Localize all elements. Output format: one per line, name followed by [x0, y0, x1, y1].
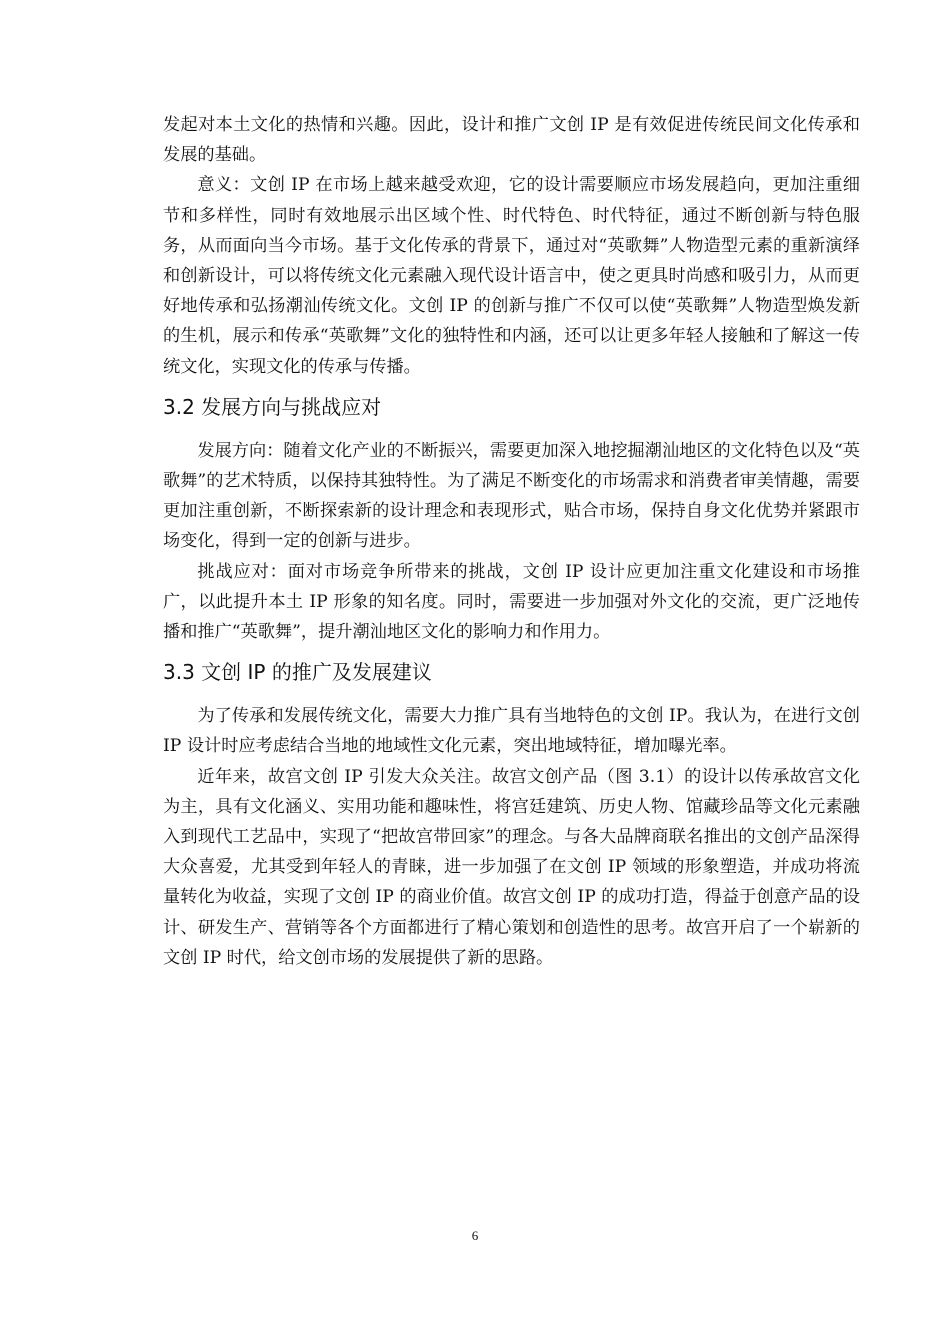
page-number: 6 — [471, 1228, 479, 1243]
paragraph-promotion: 为了传承和发展传统文化，需要大力推广具有当地特色的文创 IP。我认为，在进行文创 IP 设计时应考虑结合当地的地域性文化元素，突出地域特征，增加曝光率。 — [163, 706, 860, 757]
section-heading-3-2: 3.2 发展方向与挑战应对 — [163, 394, 382, 419]
paragraph-palace-museum: 近年来，故宫文创 IP 引发大众关注。故宫文创产品（图 3.1）的设计以传承故宫文化为主，具有文化涵义、实用功能和趣味性，将宫廷建筑、历史人物、馆藏珍品等文化元素融入到现代工艺品中，实现了“把故宫带回家”的理念。与各大品牌商联名推出的文创产品深得大众喜爱，尤其受到年轻人的青睐，进一步加强了在文创 IP 领域的形象塑造，并成功将流量转化为收益，实现了文创 IP 的商业价值。故宫文创 IP 的成功打造，得益于创意产品的设计、研发生产、营销等各个方面都进行了精心策划和创造性的思考。故宫开启了一个崭新的文创 IP 时代，给文创市场的发展提供了新的思路。 — [163, 766, 860, 968]
section-heading-3-3: 3.3 文创 IP 的推广及发展建议 — [163, 660, 432, 685]
page-body — [163, 110, 860, 973]
paragraph-continued: 发起对本土文化的热情和兴趣。因此，设计和推广文创 IP 是有效促进传统民间文化传承和发展的基础。 — [163, 115, 860, 166]
paragraph-development-direction: 发展方向：随着文化产业的不断振兴，需要更加深入地挖掘潮汕地区的文化特色以及“英歌舞”的艺术特质，以保持其独特性。为了满足不断变化的市场需求和消费者审美情趣，需要更加注重创新，不断探索新的设计理念和表现形式，贴合市场，保持自身文化优势并紧跟市场变化，得到一定的创新与进步。 — [163, 440, 860, 552]
paragraph-significance: 意义：文创 IP 在市场上越来越受欢迎，它的设计需要顺应市场发展趋向，更加注重细节和多样性，同时有效地展示出区域个性、时代特色、时代特征，通过不断创新与特色服务，从而面向当今市场。基于文化传承的背景下，通过对“英歌舞”人物造型元素的重新演绎和创新设计，可以将传统文化元素融入现代设计语言中，使之更具时尚感和吸引力，从而更好地传承和弘扬潮汕传统文化。文创 IP 的创新与推广不仅可以使“英歌舞”人物造型焕发新的生机，展示和传承“英歌舞”文化的独特性和内涵，还可以让更多年轻人接触和了解这一传统文化，实现文化的传承与传播。 — [163, 175, 860, 377]
paragraph-challenge-response: 挑战应对：面对市场竞争所带来的挑战，文创 IP 设计应更加注重文化建设和市场推广，以此提升本土 IP 形象的知名度。同时，需要进一步加强对外文化的交流，更广泛地传播和推广“英歌舞”，提升潮汕地区文化的影响力和作用力。 — [163, 561, 860, 643]
